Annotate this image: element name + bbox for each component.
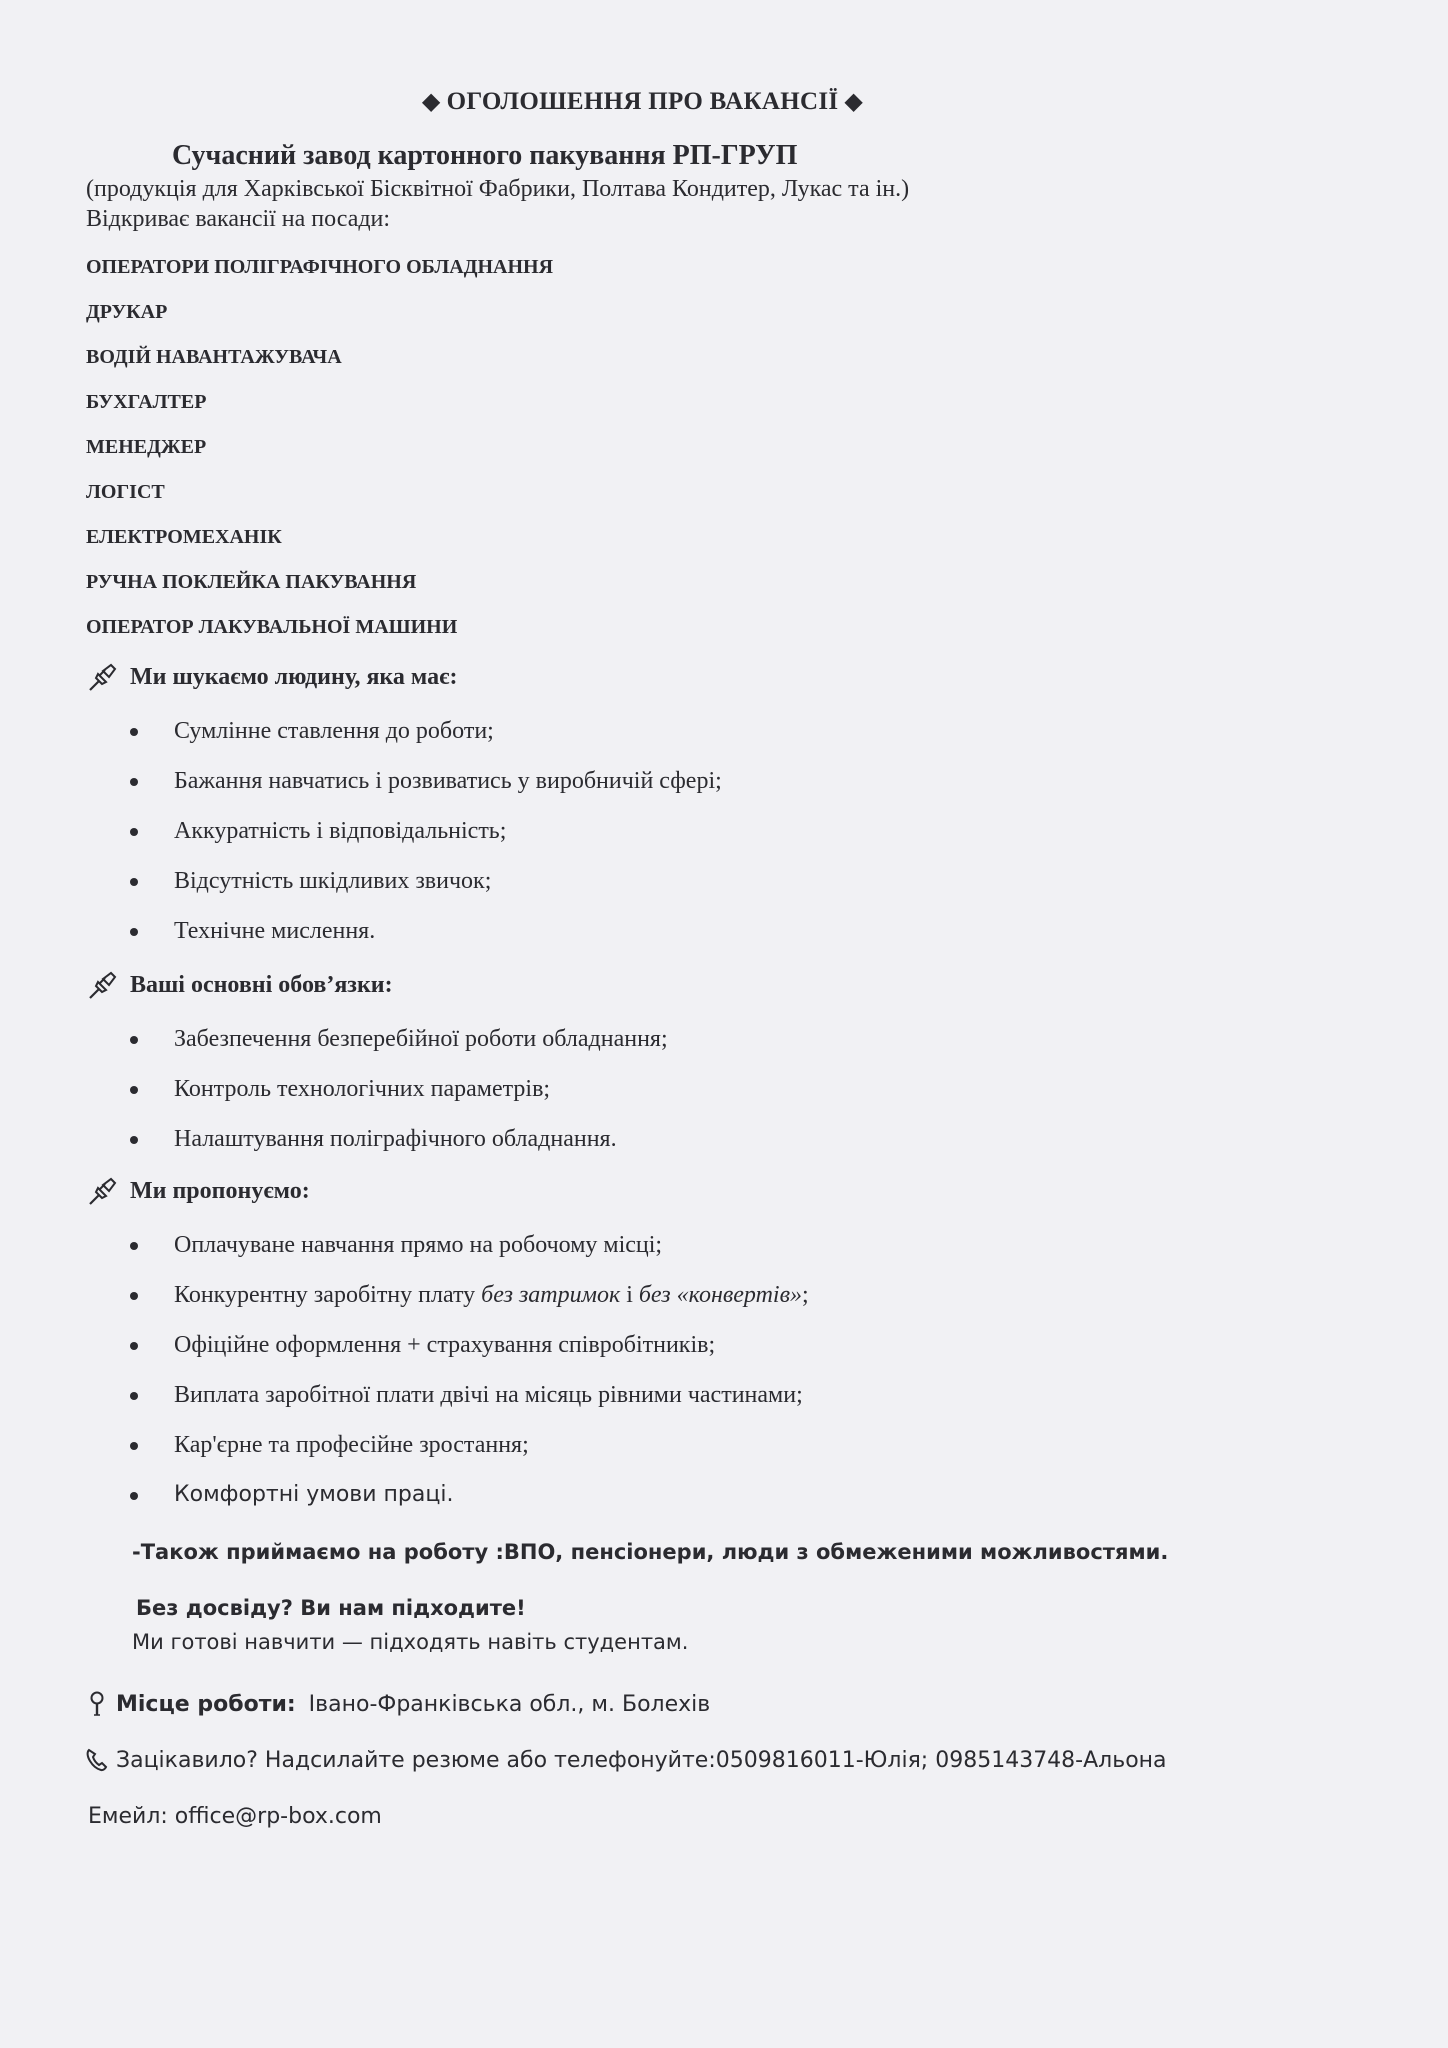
duties-heading <box>86 970 393 1000</box>
duty-item <box>128 1124 668 1174</box>
phone-icon <box>84 1746 110 1774</box>
duties-title: Ваші основні обов’язки: <box>130 971 393 998</box>
salary-and: і <box>620 1282 639 1308</box>
announcement-title <box>0 86 1285 116</box>
looking-for-title: Ми шукаємо людину, яка має: <box>130 663 458 690</box>
looking-for-item-text: Відсутність шкідливих звичок; <box>174 868 492 894</box>
positions-list <box>86 254 553 659</box>
also-hire-note: -Також приймаємо на роботу :ВПО, пенсіонери, люди з обмеженими можливостями. <box>132 1540 1169 1564</box>
no-experience-note: Без досвіду? Ви нам підходите! <box>136 1596 526 1620</box>
salary-end: ; <box>802 1282 809 1308</box>
duty-item-text: Забезпечення безперебійної роботи обладнання; <box>174 1026 668 1052</box>
position-item: ВОДІЙ НАВАНТАЖУВАЧА <box>86 346 342 368</box>
offer-item <box>128 1480 809 1530</box>
looking-for-item-text: Сумлінне ставлення до роботи; <box>174 718 494 744</box>
offer-item-text: Конкурентну заробітну плату <box>174 1282 482 1308</box>
duty-item-text: Контроль технологічних параметрів; <box>174 1076 551 1102</box>
offer-item <box>128 1330 809 1380</box>
offer-item <box>128 1380 809 1430</box>
position-item: БУХГАЛТЕР <box>86 391 207 413</box>
looking-for-heading <box>86 662 457 692</box>
position-item: РУЧНА ПОКЛЕЙКА ПАКУВАННЯ <box>86 571 417 593</box>
bullet-icon <box>130 878 138 886</box>
position-item: ЛОГІСТ <box>86 481 165 503</box>
bullet-icon <box>130 928 138 936</box>
announcement-text: ОГОЛОШЕННЯ ПРО ВАКАНСІЇ <box>446 88 839 115</box>
contact-call-text: Зацікавило? Надсилайте резюме або телефонуйте:0509816011-Юлія; 0985143748-Альона <box>116 1747 1167 1773</box>
looking-for-item <box>128 816 722 866</box>
looking-for-item <box>128 866 722 916</box>
offer-item-text: Кар'єрне та професійне зростання; <box>174 1432 529 1458</box>
position-item: ДРУКАР <box>86 301 168 323</box>
offer-item-text: Офіційне оформлення + страхування співробітників; <box>174 1332 716 1358</box>
position-item: ОПЕРАТОРИ ПОЛІГРАФІЧНОГО ОБЛАДНАННЯ <box>86 256 554 278</box>
offer-item-text: Оплачуване навчання прямо на робочому місці; <box>174 1232 663 1258</box>
pushpin-icon <box>86 662 120 692</box>
looking-for-item <box>128 766 722 816</box>
offer-item <box>128 1430 809 1480</box>
location-value: Івано-Франківська обл., м. Болехів <box>301 1691 711 1717</box>
bullet-icon <box>130 1242 138 1250</box>
bullet-icon <box>130 1036 138 1044</box>
ready-to-teach-note: Ми готові навчити — підходять навіть студентам. <box>132 1630 689 1654</box>
duties-list <box>128 1024 668 1174</box>
map-pin-icon <box>84 1690 110 1718</box>
bullet-icon <box>130 728 138 736</box>
offer-item <box>128 1230 809 1280</box>
bullet-icon <box>130 1392 138 1400</box>
bullet-icon <box>130 778 138 786</box>
diamond-right-icon: ◆ <box>844 89 864 115</box>
looking-for-item-text: Бажання навчатись і розвиватись у виробничій сфері; <box>174 768 722 794</box>
looking-for-item <box>128 716 722 766</box>
bullet-icon <box>130 1086 138 1094</box>
position-item: ОПЕРАТОР ЛАКУВАЛЬНОЇ МАШИНИ <box>86 616 458 638</box>
position-item: ЕЛЕКТРОМЕХАНІК <box>86 526 282 548</box>
looking-for-item <box>128 916 722 966</box>
opens-vacancies: Відкриває вакансії на посади: <box>86 206 391 232</box>
bullet-icon <box>130 828 138 836</box>
looking-for-item-text: Технічне мислення. <box>174 918 376 944</box>
diamond-left-icon: ◆ <box>421 89 441 115</box>
salary-no-envelopes: без «конвертів» <box>638 1282 803 1308</box>
salary-no-delay: без затримок <box>481 1282 621 1308</box>
bullet-icon <box>130 1492 138 1500</box>
looking-for-list <box>128 716 722 966</box>
email-line: Емейл: office@rp-box.com <box>88 1804 382 1829</box>
offer-list <box>128 1230 809 1530</box>
company-products: (продукція для Харківської Бісквітної Фабрики, Полтава Кондитер, Лукас та ін.) <box>86 176 910 202</box>
offer-item-text: Комфортні умови праці. <box>174 1482 454 1507</box>
offer-item-text: Виплата заробітної плати двічі на місяць рівними частинами; <box>174 1382 803 1408</box>
company-name: Сучасний завод картонного пакування РП-ГРУП <box>172 140 798 171</box>
pushpin-icon <box>86 970 120 1000</box>
looking-for-item-text: Аккуратність і відповідальність; <box>174 818 507 844</box>
location-label: Місце роботи: <box>116 1691 296 1717</box>
bullet-icon <box>130 1136 138 1144</box>
offer-heading <box>86 1176 310 1206</box>
duty-item <box>128 1074 668 1124</box>
offer-title: Ми пропонуємо: <box>130 1177 310 1204</box>
bullet-icon <box>130 1342 138 1350</box>
position-item: МЕНЕДЖЕР <box>86 436 207 458</box>
offer-item <box>128 1280 809 1330</box>
bullet-icon <box>130 1442 138 1450</box>
contact-phones <box>84 1746 1167 1774</box>
duty-item <box>128 1024 668 1074</box>
bullet-icon <box>130 1292 138 1300</box>
duty-item-text: Налаштування поліграфічного обладнання. <box>174 1126 617 1152</box>
pushpin-icon <box>86 1176 120 1206</box>
work-location <box>84 1690 710 1718</box>
